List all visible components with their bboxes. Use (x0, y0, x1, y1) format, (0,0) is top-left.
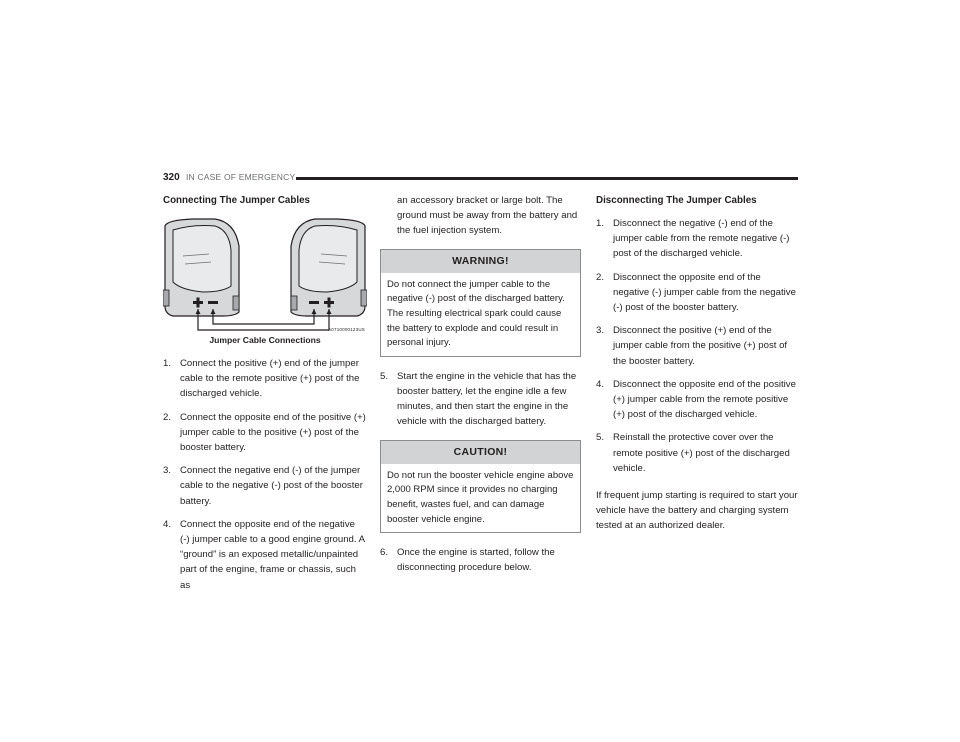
column-middle (380, 193, 581, 584)
step-text: Disconnect the positive (+) end of the jumper cable from the positive (+) post of the booster battery. (613, 325, 788, 367)
disconnect-heading: Disconnecting The Jumper Cables (596, 195, 757, 206)
step-number: 3. (163, 465, 172, 477)
warning-box (380, 249, 581, 357)
list-item (380, 545, 581, 575)
list-item (596, 430, 799, 476)
page-number: 320 (163, 172, 180, 183)
step-number: 2. (163, 411, 172, 423)
figure-code: A0710000123US (328, 327, 365, 332)
list-item (596, 270, 799, 316)
step-text: Disconnect the negative (-) end of the jumper cable from the remote negative (-) post of the discharged vehicle. (613, 218, 790, 260)
figure-caption: Jumper Cable Connections (209, 335, 321, 345)
step-text: Connect the opposite end of the positive (+) jumper cable to the positive (+) post of the booster battery. (180, 411, 366, 454)
step-text: Disconnect the opposite end of the negative (-) jumper cable from the negative (-) post of the booster battery. (613, 271, 796, 314)
step-text: Connect the negative end (-) of the jumper cable to the negative (-) post of the booster battery. (180, 465, 363, 507)
warning-title: WARNING! (381, 250, 580, 273)
step-number: 4. (163, 518, 172, 530)
list-item (380, 369, 581, 430)
step-number: 5. (596, 432, 605, 444)
list-item (596, 377, 799, 423)
connect-steps (163, 356, 367, 593)
column-right (596, 193, 799, 534)
list-item (163, 517, 367, 593)
jumper-cable-illustration (163, 216, 367, 333)
section-title: IN CASE OF EMERGENCY (186, 172, 296, 182)
caution-box (380, 440, 581, 534)
disconnect-steps (596, 216, 799, 476)
step-number: 4. (596, 378, 605, 390)
list-item (163, 356, 367, 402)
warning-text: Do not connect the jumper cable to the negative (-) post of the discharged battery. The resulting electrical spark could cause the battery to explode and could result in personal injury. (387, 278, 565, 349)
step-text: Reinstall the protective cover over the remote positive (+) post of the discharged vehicle. (613, 432, 790, 474)
step-number: 1. (596, 218, 605, 229)
step-4-continued: an accessory bracket or large bolt. The ground must be away from the battery and the fuel injection system. (397, 195, 578, 237)
step-text: Disconnect the opposite end of the positive (+) jumper cable from the remote positive (+) post of the discharged vehicle. (613, 378, 796, 421)
step-text: Start the engine in the vehicle that has the booster battery, let the engine idle a few minutes, and then start the engine in the vehicle with the discharged battery. (397, 370, 577, 428)
header-rule (296, 177, 798, 180)
list-item (163, 410, 367, 456)
list-item (163, 463, 367, 509)
step-number: 1. (163, 358, 172, 369)
list-item (596, 216, 799, 262)
caution-title: CAUTION! (381, 441, 580, 464)
step-text: Once the engine is started, follow the disconnecting procedure below. (397, 547, 555, 574)
connect-heading: Connecting The Jumper Cables (163, 195, 310, 206)
connect-steps-continued (380, 369, 581, 430)
step-number: 5. (380, 370, 389, 382)
step-text: Connect the positive (+) end of the jumper cable to the remote positive (+) post of the discharged vehicle. (180, 358, 360, 400)
step-number: 2. (596, 271, 605, 283)
list-item (596, 323, 799, 369)
connect-steps-final (380, 545, 581, 575)
caution-text: Do not run the booster vehicle engine above 2,000 RPM since it provides no charging benefit, wastes fuel, and can damage booster vehicle engine. (387, 469, 574, 525)
jump-start-note: If frequent jump starting is required to start your vehicle have the battery and charging system tested at an authorized dealer. (596, 490, 798, 532)
step-number: 6. (380, 547, 389, 559)
column-left (163, 193, 367, 601)
step-text: Connect the opposite end of the negative (-) jumper cable to a good engine ground. A “ground” is an exposed metallic/unpainted part of the engine, frame or chassis, such as (180, 518, 365, 591)
step-number: 3. (596, 325, 605, 337)
page-header (163, 172, 798, 186)
jumper-cable-figure (163, 216, 367, 333)
